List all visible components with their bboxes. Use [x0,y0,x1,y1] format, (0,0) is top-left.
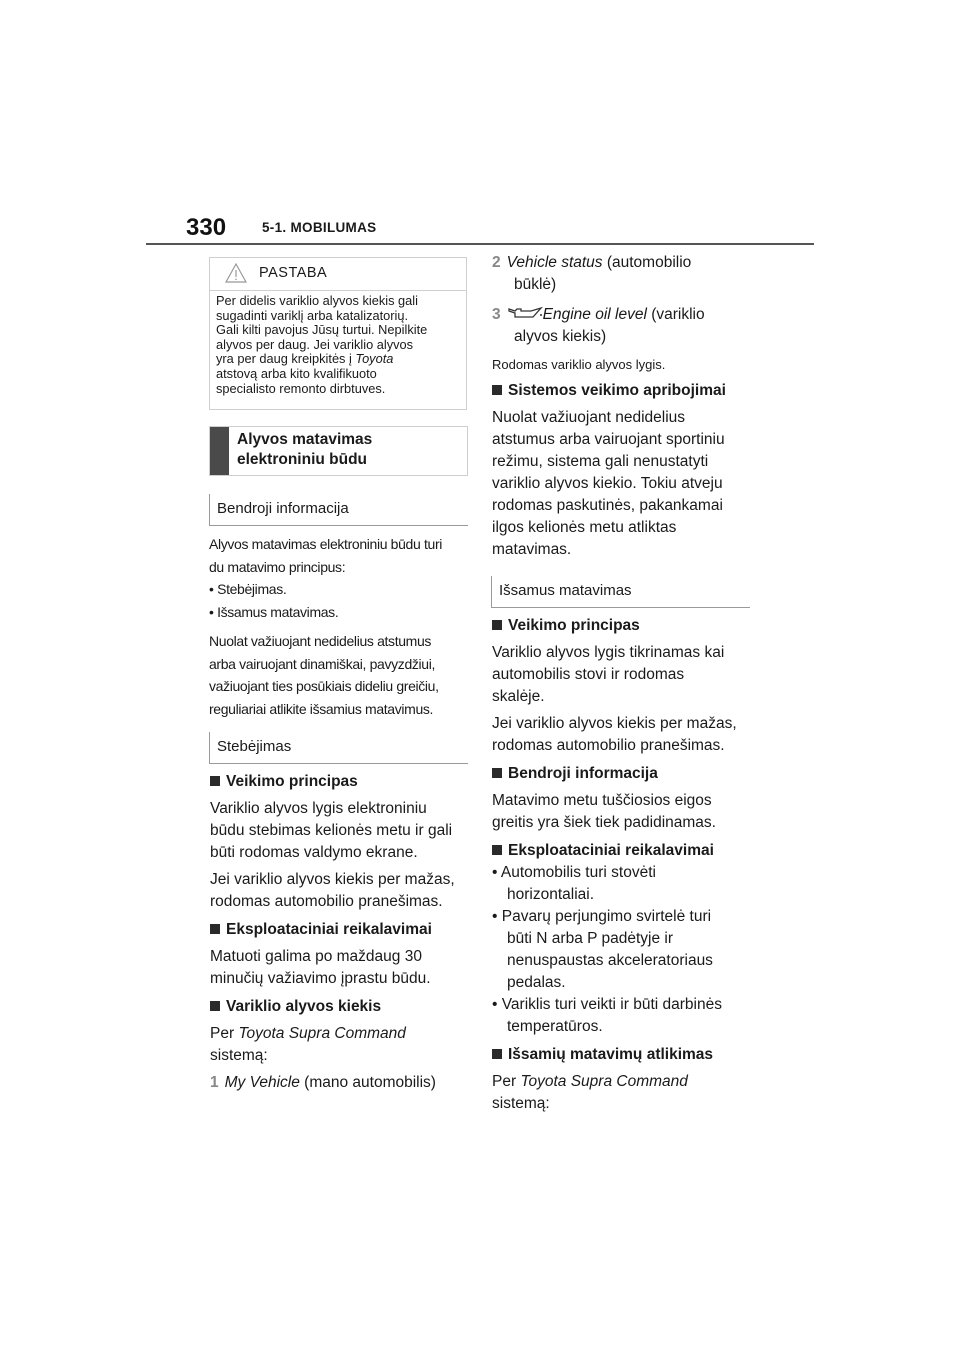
text-line: atstumus arba vairuojant sportiniu [492,431,725,448]
heading-text: Veikimo principas [508,617,640,634]
subsection-title: Bendroji informacija [217,500,349,517]
text-line: automobilis stovi ir rodomas [492,666,685,683]
menu-name: My Vehicle [224,1074,300,1091]
caution-note [209,257,467,410]
subsection-monitoring [209,732,468,764]
text-line: skalėje. [492,688,545,705]
note-text: yra per daug kreipkitės į [216,351,356,367]
text-line: greitis yra šiek tiek padidinamas. [492,814,716,831]
header-rule [146,243,814,245]
text-span: (mano automobilis) [299,1074,436,1091]
text-line: ilgos kelionės metu atliktas [492,519,677,536]
paragraph-heading [210,919,472,941]
heading-line: Alyvos matavimas [237,431,373,448]
text-line: Nuolat važiuojant nedidelius [492,409,686,426]
square-bullet-icon [210,1001,220,1011]
text-line: Variklio alyvos lygis tikrinamas kai [492,644,725,661]
paragraph-heading [492,615,754,637]
text-line: Alyvos matavimas elektroniniu būdu turi [209,536,443,552]
text-line: rodomas automobilio pranešimas. [492,737,725,754]
text-line: sistemą: [210,1047,268,1064]
text-line: Matavimo metu tuščiosios eigos [492,792,712,809]
heading-text: Sistemos veikimo apribojimai [508,382,726,399]
text-line [210,1023,472,1045]
section-heading-box [209,426,468,476]
square-bullet-icon [492,620,502,630]
subsection-title: Išsamus matavimas [499,582,632,599]
section-heading [237,430,372,470]
text-line: būklė) [514,276,557,293]
text-line: rodomas automobilio pranešimas. [210,893,443,910]
note-line: Gali kilti pavojus Jūsų turtui. Nepilkite [216,322,428,338]
text-line [492,1071,754,1093]
text-line: nenuspaustas akceleratoriaus [507,952,713,969]
note-line: Per didelis variklio alyvos kiekis gali [216,293,418,308]
section-title: 5-1. MOBILUMAS [262,220,377,235]
text-span: (automobilio [602,254,692,271]
text-line: pedalas. [507,974,566,991]
caution-note-title: PASTABA [259,265,328,281]
step-number: 3 [492,306,501,323]
text-line: Matuoti galima po maždaug 30 [210,948,422,965]
menu-name: Vehicle status [506,254,603,271]
step-item [492,304,754,326]
heading-text: Bendroji informacija [508,765,658,782]
paragraph-heading [492,763,754,785]
text-line: Variklio alyvos lygis elektroniniu [210,800,427,817]
text-line: sistemą: [492,1095,550,1112]
step-number: 2 [492,254,501,271]
heading-bar [210,427,229,475]
square-bullet-icon [492,1049,502,1059]
bullet-item: • Variklis turi veikti ir būti darbinės [492,996,722,1013]
text-span: (variklio [646,306,705,323]
menu-name: Engine oil level [542,306,647,323]
right-column-body [492,252,754,561]
subsection-full-measurement [491,576,750,608]
text-line: važiuojant ties posūkiais dideliu greičiu, [209,678,439,694]
text-line: du matavimo principus: [209,558,346,575]
subsection-general-info [209,494,468,526]
text-line: alyvos kiekis) [514,328,607,345]
heading-text: Eksploataciniai reikalavimai [508,842,714,859]
square-bullet-icon [210,924,220,934]
caution-note-divider [210,290,466,291]
system-name: Toyota Supra Command [520,1073,688,1090]
step-number: 1 [210,1074,219,1091]
caption: Rodomas variklio alyvos lygis. [492,357,666,372]
text-line: reguliariai atlikite išsamius matavimus. [209,700,434,717]
bullet-item: • Automobilis turi stovėti [492,864,656,881]
text-line: minučių važiavimo įprastu būdu. [210,970,431,987]
text-line: Jei variklio alyvos kiekis per mažas, [492,715,737,732]
note-line: specialisto remonto dirbtuves. [216,380,386,396]
heading-line: elektroniniu būdu [237,451,368,468]
system-name: Toyota Supra Command [238,1025,406,1042]
brand-name: Toyota [355,351,394,367]
intro-text [209,533,471,720]
warning-triangle-icon [225,263,247,283]
paragraph-heading [492,1044,754,1066]
note-line: sugadinti variklį arba katalizatorių. [216,307,409,323]
square-bullet-icon [492,845,502,855]
caution-note-header [210,258,466,290]
right-column-body-2 [492,615,754,1115]
square-bullet-icon [492,385,502,395]
text-line: režimu, sistema gali nenustatyti [492,453,709,470]
left-column-body [210,771,472,1094]
note-line: atstovą arba kito kvalifikuoto [216,365,377,381]
text-span: Per [492,1073,521,1090]
text-line: matavimas. [492,541,572,558]
heading-text: Eksploataciniai reikalavimai [226,921,432,938]
text-line: variklio alyvos kiekio. Tokiu atveju [492,475,723,492]
oil-can-icon [507,306,543,320]
step-item [210,1072,472,1094]
text-span: Per [210,1025,239,1042]
step-item [492,252,754,274]
text-line: būdu stebimas kelionės metu ir gali [210,822,453,839]
text-line: rodomas paskutinės, pakankamai [492,497,723,514]
bullet-item: • Išsamus matavimas. [209,603,339,620]
subsection-title: Stebėjimas [217,738,292,755]
paragraph-heading [492,840,754,862]
note-line: alyvos per daug. Jei variklio alyvos [216,336,414,352]
text-line: horizontaliai. [507,886,595,903]
caution-note-body [216,294,461,396]
paragraph-heading [210,996,472,1018]
paragraph-heading [492,380,754,402]
note-line [216,352,461,367]
text-line: būti rodomas valdymo ekrane. [210,844,418,861]
heading-text: Variklio alyvos kiekis [226,998,382,1015]
text-line: temperatūros. [507,1018,603,1035]
page-number: 330 [186,214,227,241]
bullet-item: • Pavarų perjungimo svirtelė turi [492,908,712,925]
square-bullet-icon [492,768,502,778]
heading-text: Išsamių matavimų atlikimas [508,1046,714,1063]
paragraph-heading [210,771,472,793]
square-bullet-icon [210,776,220,786]
text-line: Jei variklio alyvos kiekis per mažas, [210,871,455,888]
bullet-item: • Stebėjimas. [209,581,287,597]
text-line: Nuolat važiuojant nedidelius atstumus [209,633,432,649]
text-line: arba vairuojant dinamiškai, pavyzdžiui, [209,655,436,672]
heading-text: Veikimo principas [226,773,358,790]
text-line: būti N arba P padėtyje ir [507,930,674,947]
